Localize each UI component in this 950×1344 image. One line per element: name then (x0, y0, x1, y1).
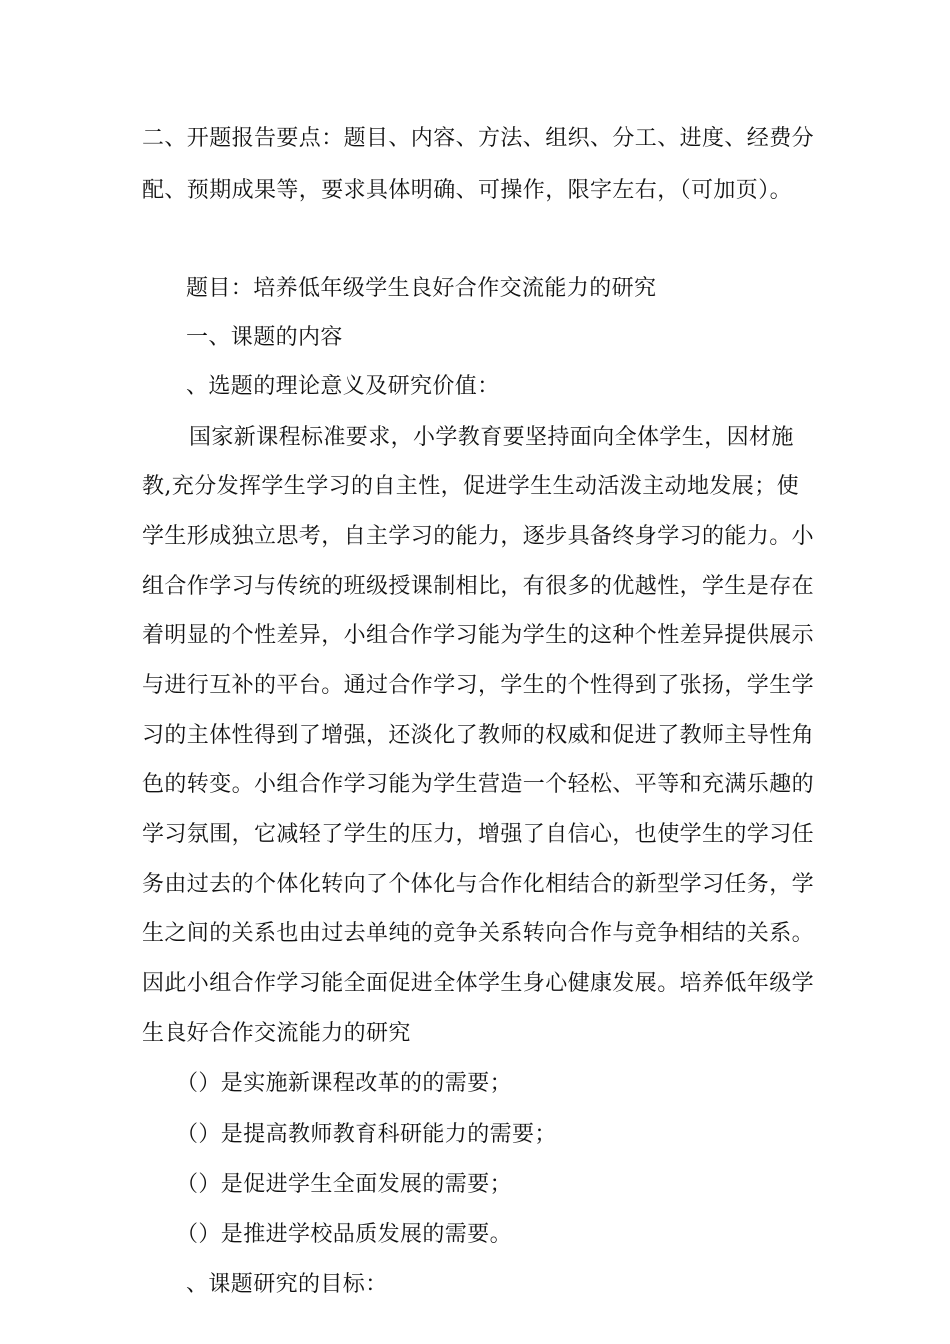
paragraph-line: 因此小组合作学习能全面促进全体学生身心健康发展。培养低年级学 (142, 971, 815, 996)
paragraph-line: 着明显的个性差异，小组合作学习能为学生的这种个性差异提供展示 (142, 623, 815, 648)
list-item: （）是推进学校品质发展的需要。 (176, 1222, 513, 1247)
paragraph-line: 国家新课程标准要求，小学教育要坚持面向全体学生，因材施 (189, 425, 794, 450)
paragraph-line: 与进行互补的平台。通过合作学习，学生的个性得到了张扬，学生学 (142, 673, 815, 698)
paragraph-line: 务由过去的个体化转向了个体化与合作化相结合的新型学习任务，学 (142, 872, 815, 897)
section-heading-content: 一、课题的内容 (186, 325, 343, 350)
paragraph-line: 生良好合作交流能力的研究 (142, 1021, 411, 1046)
paragraph-line: 学习氛围，它减轻了学生的压力，增强了自信心，也使学生的学习任 (142, 822, 815, 847)
paragraph-line: 生之间的关系也由过去单纯的竞争关系转向合作与竞争相结的关系。 (142, 921, 815, 946)
subsection-heading-significance: 、选题的理论意义及研究价值： (186, 374, 500, 399)
paragraph-line: 组合作学习与传统的班级授课制相比，有很多的优越性，学生是存在 (142, 574, 815, 599)
paragraph-line: 习的主体性得到了增强，还淡化了教师的权威和促进了教师主导性角 (142, 723, 815, 748)
list-item: （）是实施新课程改革的的需要； (176, 1071, 513, 1096)
paragraph-line: 色的转变。小组合作学习能为学生营造一个轻松、平等和充满乐趣的 (142, 772, 815, 797)
instruction-line-1: 二、开题报告要点：题目、内容、方法、组织、分工、进度、经费分 (142, 126, 815, 151)
report-title: 题目：培养低年级学生良好合作交流能力的研究 (186, 276, 657, 301)
instruction-line-2: 配、预期成果等，要求具体明确、可操作，限字左右，（可加页）。 (142, 178, 793, 203)
paragraph-line: 学生形成独立思考，自主学习的能力，逐步具备终身学习的能力。小 (142, 524, 815, 549)
list-item: （）是促进学生全面发展的需要； (176, 1172, 513, 1197)
paragraph-line: 教,充分发挥学生学习的自主性，促进学生生动活泼主动地发展；使 (142, 474, 799, 499)
subsection-heading-objectives: 、课题研究的目标： (186, 1272, 388, 1297)
list-item: （）是提高教师教育科研能力的需要； (176, 1122, 557, 1147)
